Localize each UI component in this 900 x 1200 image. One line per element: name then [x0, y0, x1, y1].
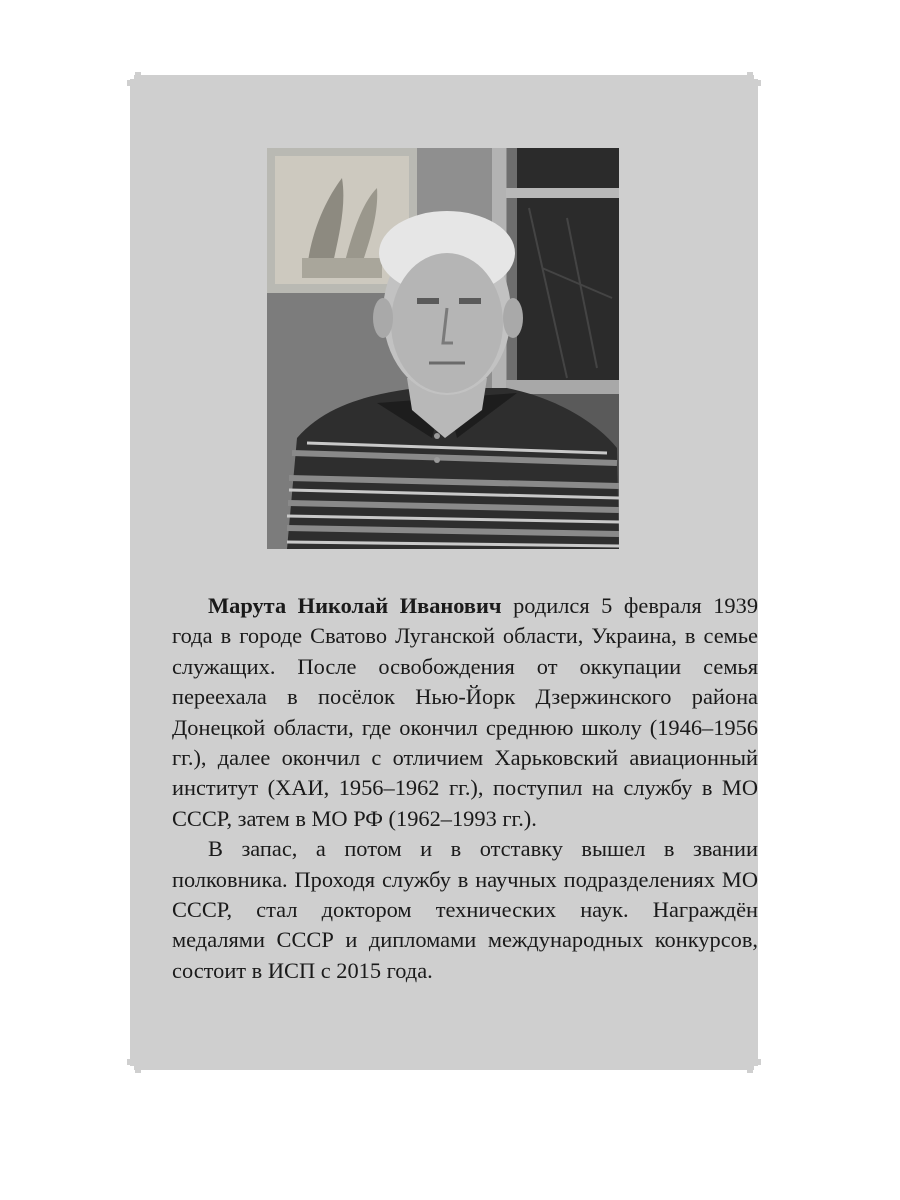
portrait-photo — [267, 148, 619, 549]
person-name: Марута Николай Иванович — [208, 593, 502, 618]
biography-paragraph-2: В запас, а потом и в отставку вышел в звании полковника. Проходя службу в научных подразделениях МО СССР, стал доктором технических наук. Награждён медалями СССР и дипломами международных конкурсов, состоит в ИСП с 2015 года. — [172, 836, 758, 983]
corner-ornament-top-right — [739, 72, 761, 94]
corner-ornament-bottom-left — [127, 1051, 149, 1073]
biography-paragraph-1-text: родился 5 февраля 1939 года в городе Сватово Луганской области, Украина, в семье служащих. После освобождения от оккупации семья переехала в посёлок Нью-Йорк Дзержинского района Донецкой области, где окончил среднюю школу (1946–1956 гг.), далее окончил с отличием Харьковский авиационный институт (ХАИ, 1956–1962 гг.), поступил на службу в МО СССР, затем в МО РФ (1962–1993 гг.). — [172, 593, 759, 831]
biography-paragraph-1 — [172, 591, 758, 834]
corner-ornament-bottom-right — [739, 1051, 761, 1073]
corner-ornament-top-left — [127, 72, 149, 94]
biography-text — [172, 591, 758, 986]
